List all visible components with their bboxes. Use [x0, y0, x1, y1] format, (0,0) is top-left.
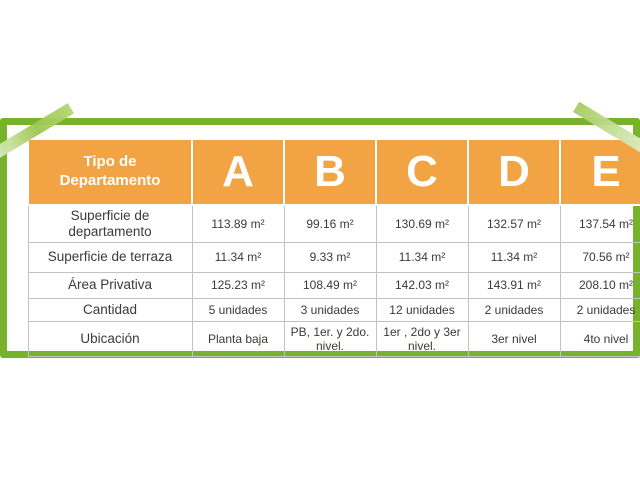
table-header-row [28, 139, 640, 205]
column-header-c: C [376, 139, 468, 205]
table-cell: 12 unidades [376, 299, 468, 322]
row-label-area-privativa: Área Privativa [28, 273, 192, 299]
table-cell: PB, 1er. y 2do. nivel. [284, 322, 376, 357]
table-corner-header: Tipo de Departamento [28, 139, 192, 205]
column-header-b: B [284, 139, 376, 205]
table-cell: 137.54 m² [560, 205, 640, 243]
column-header-d: D [468, 139, 560, 205]
table-cell: 9.33 m² [284, 243, 376, 273]
row-label-superficie-terraza: Superficie de terraza [28, 243, 192, 273]
table-cell: 2 unidades [468, 299, 560, 322]
table-cell: 99.16 m² [284, 205, 376, 243]
table-cell: 2 unidades [560, 299, 640, 322]
department-comparison-table [27, 138, 640, 357]
table-row [28, 205, 640, 243]
table-cell: 113.89 m² [192, 205, 284, 243]
table-cell: Planta baja [192, 322, 284, 357]
table-cell: 125.23 m² [192, 273, 284, 299]
table-cell: 132.57 m² [468, 205, 560, 243]
table-row [28, 273, 640, 299]
table-cell: 142.03 m² [376, 273, 468, 299]
table-cell: 11.34 m² [468, 243, 560, 273]
table-cell: 11.34 m² [376, 243, 468, 273]
row-label-cantidad: Cantidad [28, 299, 192, 322]
table-row [28, 322, 640, 357]
table-cell: 11.34 m² [192, 243, 284, 273]
table-cell: 1er , 2do y 3er nivel. [376, 322, 468, 357]
table-cell: 108.49 m² [284, 273, 376, 299]
row-label-ubicacion: Ubicación [28, 322, 192, 357]
table-cell: 5 unidades [192, 299, 284, 322]
table-cell: 4to nivel [560, 322, 640, 357]
column-header-e: E [560, 139, 640, 205]
table-cell: 130.69 m² [376, 205, 468, 243]
table-cell: 143.91 m² [468, 273, 560, 299]
table-row [28, 243, 640, 273]
table-cell: 70.56 m² [560, 243, 640, 273]
table-cell: 3 unidades [284, 299, 376, 322]
row-label-superficie-departamento: Superficie de departamento [28, 205, 192, 243]
table-cell: 208.10 m² [560, 273, 640, 299]
green-frame [0, 118, 640, 358]
table-cell: 3er nivel [468, 322, 560, 357]
table-row [28, 299, 640, 322]
column-header-a: A [192, 139, 284, 205]
